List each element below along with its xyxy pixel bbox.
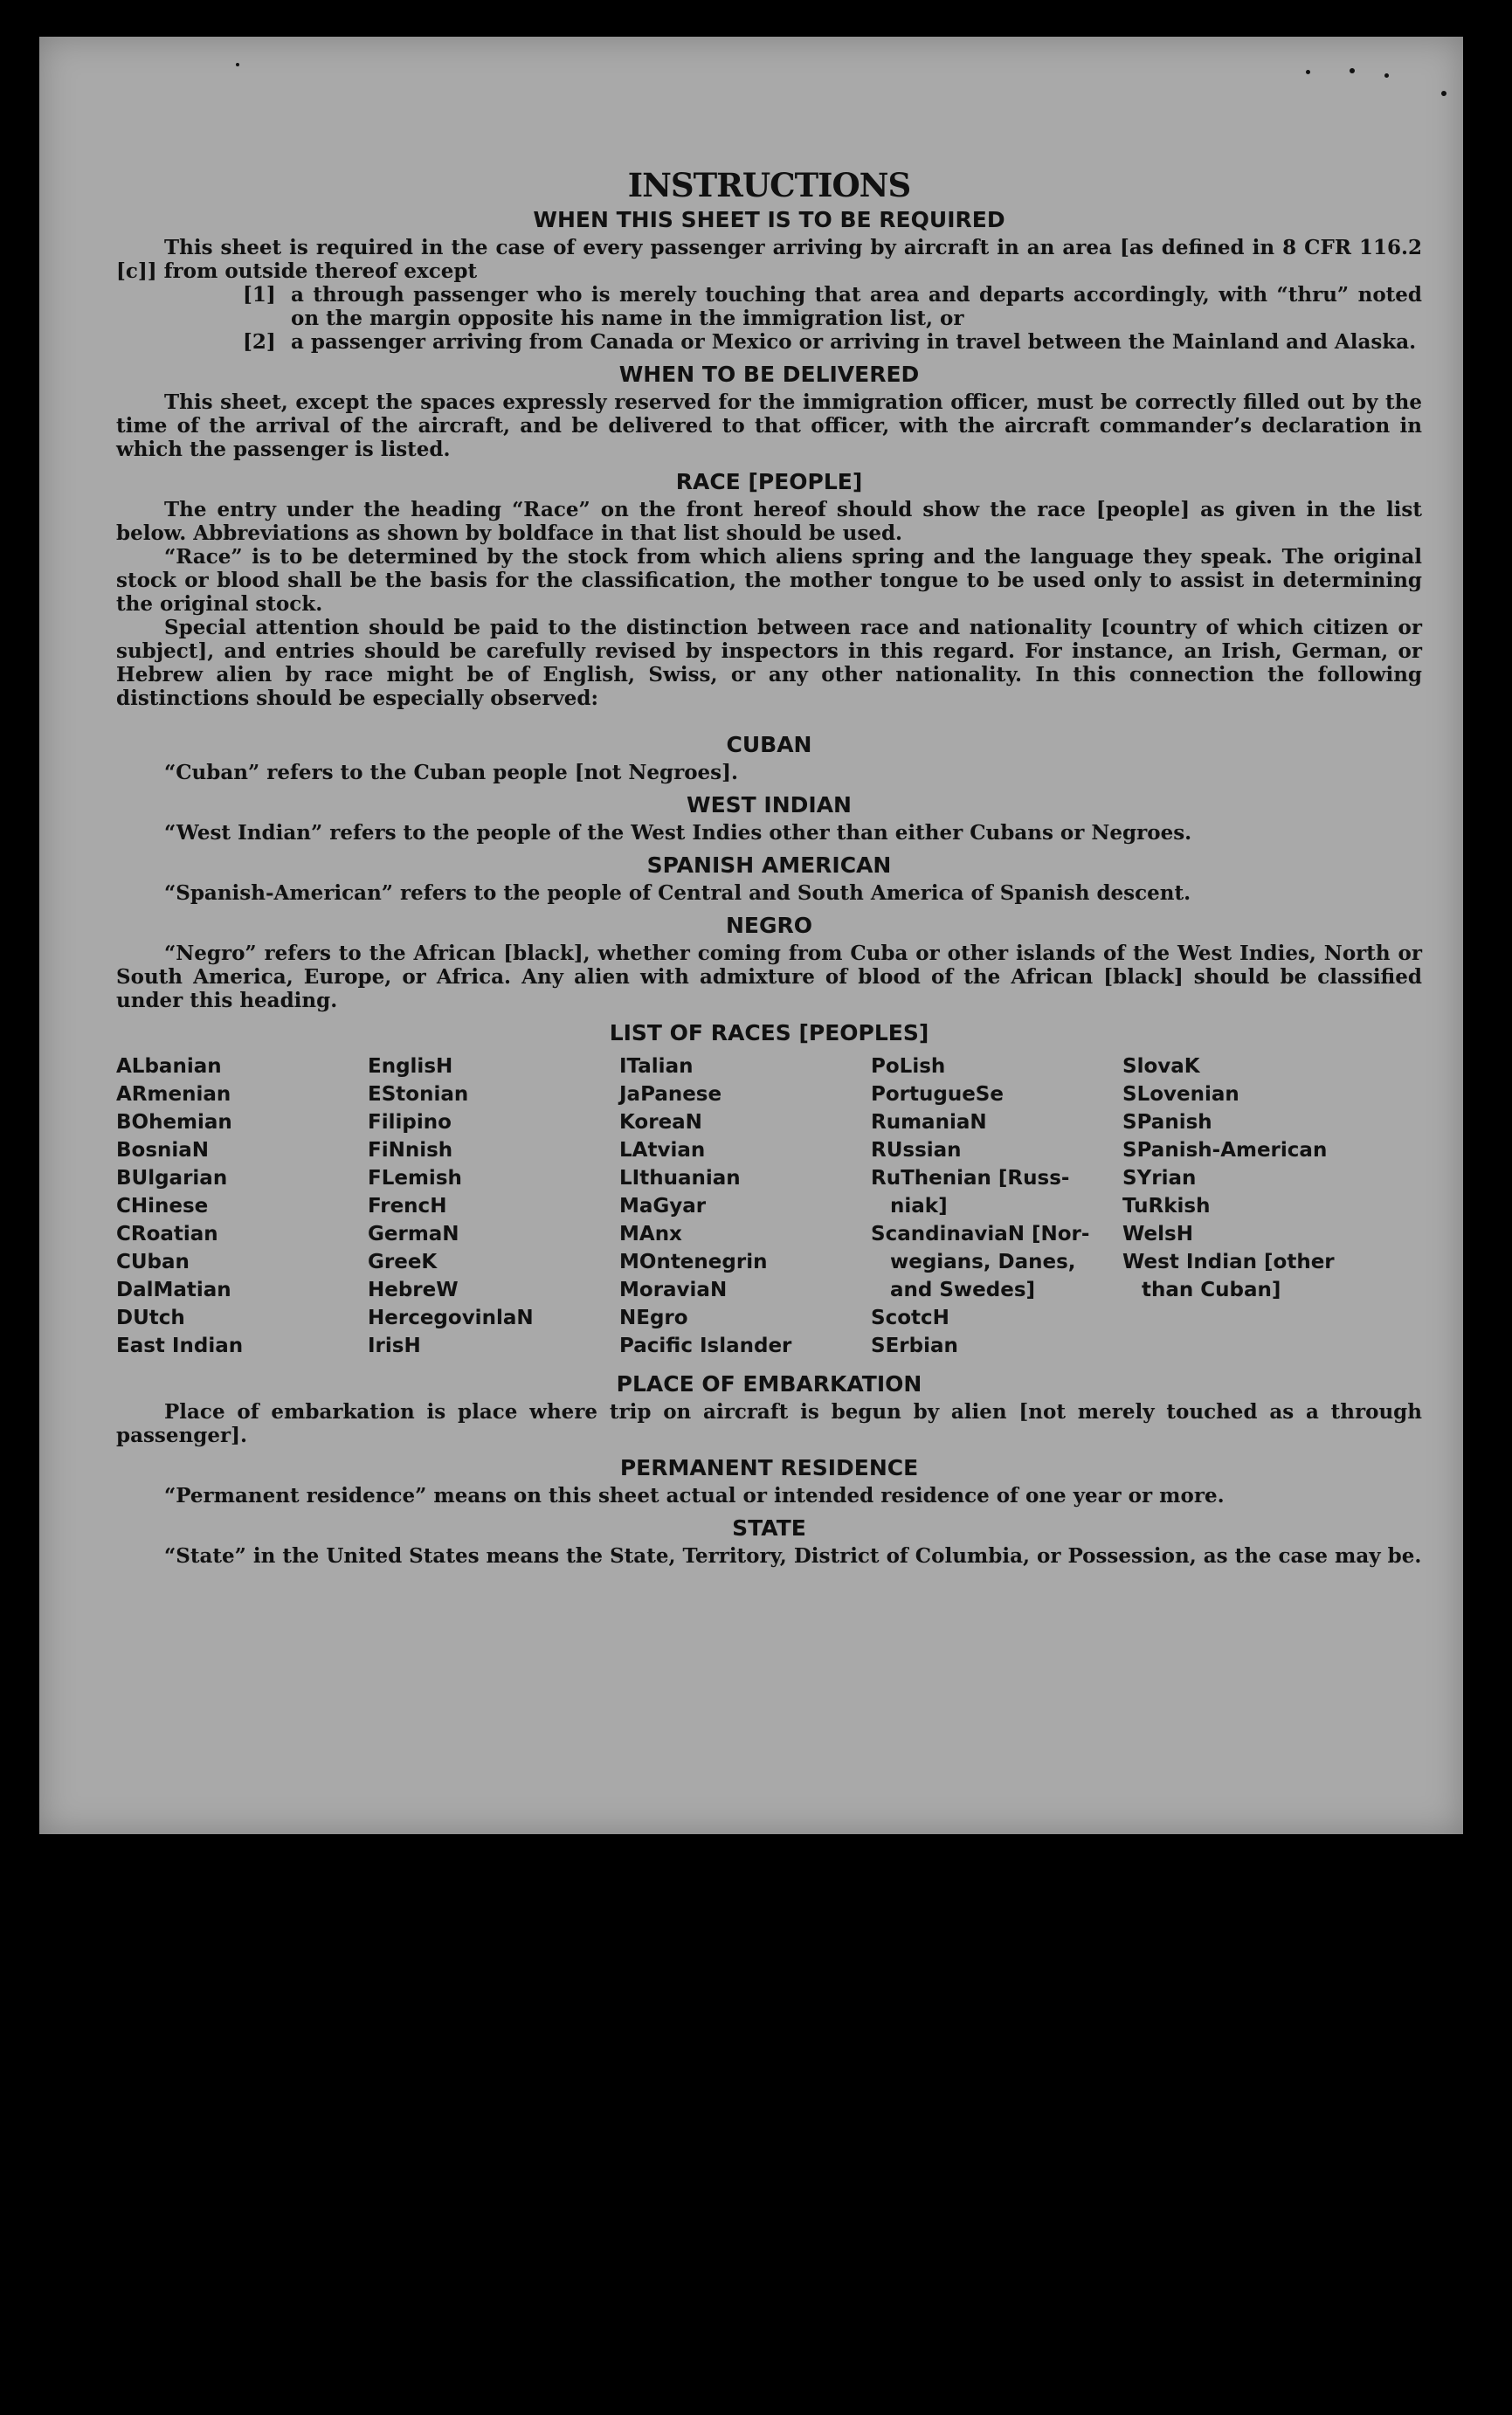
race-entry: SYrian [1122, 1167, 1197, 1190]
race-entry: MOntenegrin [619, 1251, 768, 1273]
place-of-embarkation-text: Place of embarkation is place where trip on aircraft is begun by alien [not merely touched as a through passenger]. [116, 1400, 1422, 1447]
race-entry: PortugueSe [871, 1083, 1004, 1106]
race-entry: ScotcH [871, 1307, 949, 1329]
race-entry: EnglisH [368, 1055, 453, 1078]
race-entry: DUtch [116, 1307, 185, 1329]
item-number: [2] [243, 330, 276, 354]
section-heading-when-delivered: WHEN TO BE DELIVERED [618, 362, 920, 387]
races-column-1 [116, 1052, 368, 1360]
race-entry: LIthuanian [619, 1167, 741, 1190]
races-list [116, 1052, 1422, 1360]
spanish-american-text: “Spanish-American” refers to the people of Central and South America of Spanish descent. [164, 881, 1191, 905]
race-entry: KoreaN [619, 1111, 702, 1134]
races-column-3 [619, 1052, 871, 1360]
race-entry-continued: than Cuban] [1142, 1279, 1281, 1301]
race-entry: SlovaK [1122, 1055, 1200, 1078]
section-heading-spanish-american: SPANISH AMERICAN [646, 852, 892, 878]
section-heading-permanent-residence: PERMANENT RESIDENCE [619, 1455, 919, 1480]
race-paragraph-3: Special attention should be paid to the distinction between race and nationality [country of which citizen or subject], and entries should be carefully revised by inspectors in this regard. For instance, an Irish, German, or Hebrew alien by race might be of English, Swiss, or any other nationality. In this connection the following distinctions should be especially observed: [116, 616, 1422, 710]
race-entry: WelsH [1122, 1223, 1193, 1245]
exception-item-2 [116, 330, 1422, 354]
race-entry: FrencH [368, 1195, 447, 1218]
race-entry: SErbian [871, 1335, 958, 1357]
race-entry-continued: wegians, Danes, [890, 1251, 1076, 1273]
race-entry-continued: and Swedes] [890, 1279, 1036, 1301]
race-entry: SPanish [1122, 1111, 1212, 1134]
race-entry: DalMatian [116, 1279, 231, 1301]
negro-text: “Negro” refers to the African [black], whether coming from Cuba or other islands of the West Indies, North or South America, Europe, or Africa. Any alien with admixture of blood of the African [black] should be classified under this heading. [116, 942, 1422, 1012]
race-entry: SLovenian [1122, 1083, 1239, 1106]
page-title: INSTRUCTIONS [627, 166, 911, 204]
speck [236, 63, 239, 66]
section-heading-when-required: WHEN THIS SHEET IS TO BE REQUIRED [533, 207, 1005, 232]
speck [1384, 73, 1389, 78]
races-column-4 [871, 1052, 1122, 1360]
race-entry: Filipino [368, 1111, 452, 1134]
race-entry: NEgro [619, 1307, 688, 1329]
races-column-5 [1122, 1052, 1374, 1360]
race-entry: CUban [116, 1251, 190, 1273]
section-heading-race: RACE [PEOPLE] [675, 469, 863, 494]
document-sheet [39, 37, 1463, 1834]
speck [1306, 70, 1310, 74]
speck [1441, 91, 1446, 96]
race-entry: FiNnish [368, 1139, 453, 1162]
race-entry: BUlgarian [116, 1167, 228, 1190]
item-number: [1] [243, 283, 276, 307]
race-paragraph-2: “Race” is to be determined by the stock from which aliens spring and the language they speak. The original stock or blood shall be the basis for the classification, the mother tongue to be used only to assist in determining the original stock. [116, 545, 1422, 616]
cuban-text: “Cuban” refers to the Cuban people [not Negroes]. [164, 761, 739, 784]
race-entry: MAnx [619, 1223, 682, 1245]
section-heading-negro: NEGRO [725, 913, 813, 938]
race-entry: RUssian [871, 1139, 962, 1162]
section-heading-cuban: CUBAN [726, 732, 812, 757]
race-entry: HercegovinlaN [368, 1307, 534, 1329]
item-text: a passenger arriving from Canada or Mexico or arriving in travel between the Mainland and Alaska. [291, 330, 1417, 354]
race-entry-continued: niak] [890, 1195, 948, 1218]
race-entry: JaPanese [619, 1083, 722, 1106]
race-entry: BosniaN [116, 1139, 210, 1162]
race-entry: ScandinaviaN [Nor- [871, 1223, 1090, 1245]
races-column-2 [368, 1052, 619, 1360]
race-entry: BOhemian [116, 1111, 232, 1134]
state-text: “State” in the United States means the State, Territory, District of Columbia, or Possession, as the case may be. [164, 1544, 1422, 1568]
race-entry: East Indian [116, 1335, 244, 1357]
section-heading-list-of-races: LIST OF RACES [PEOPLES] [609, 1020, 929, 1045]
race-entry: GreeK [368, 1251, 438, 1273]
race-entry: RumaniaN [871, 1111, 987, 1134]
race-entry: EStonian [368, 1083, 469, 1106]
item-text: a through passenger who is merely touching that area and departs accordingly, with “thru” noted on the margin opposite his name in the immigration list, or [291, 283, 1422, 330]
speck [1350, 68, 1355, 73]
race-entry: TuRkish [1122, 1195, 1211, 1218]
race-entry: FLemish [368, 1167, 462, 1190]
race-entry: SPanish-American [1122, 1139, 1328, 1162]
instructions-content [116, 131, 1422, 1568]
race-entry: RuThenian [Russ- [871, 1167, 1070, 1190]
race-entry: MaGyar [619, 1195, 707, 1218]
section-heading-state: STATE [732, 1515, 806, 1541]
exception-item-1 [116, 283, 1422, 330]
race-entry: ALbanian [116, 1055, 222, 1078]
section-heading-west-indian: WEST INDIAN [687, 792, 852, 818]
permanent-residence-text: “Permanent residence” means on this sheet actual or intended residence of one year or more. [164, 1484, 1225, 1508]
race-entry: Pacific Islander [619, 1335, 792, 1357]
race-entry: GermaN [368, 1223, 459, 1245]
race-entry: PoLish [871, 1055, 946, 1078]
when-delivered-text: This sheet, except the spaces expressly reserved for the immigration officer, must be correctly filled out by the time of the arrival of the aircraft, and be delivered to that officer, with the aircraft commander’s declaration in which the passenger is listed. [116, 390, 1422, 461]
when-required-intro: This sheet is required in the case of every passenger arriving by aircraft in an area [as defined in 8 CFR 116.2 [c]] from outside thereof except [116, 236, 1422, 283]
race-paragraph-1: The entry under the heading “Race” on the front hereof should show the race [people] as given in the list below. Abbreviations as shown by boldface in that list should be used. [116, 498, 1422, 545]
race-entry: ITalian [619, 1055, 694, 1078]
race-entry: CRoatian [116, 1223, 218, 1245]
race-entry: MoraviaN [619, 1279, 728, 1301]
race-entry: ARmenian [116, 1083, 231, 1106]
race-entry: West Indian [other [1122, 1251, 1335, 1273]
race-entry: CHinese [116, 1195, 209, 1218]
section-heading-place-of-embarkation: PLACE OF EMBARKATION [616, 1371, 922, 1397]
race-entry: IrisH [368, 1335, 421, 1357]
west-indian-text: “West Indian” refers to the people of the West Indies other than either Cubans or Negroes. [164, 821, 1192, 845]
race-entry: HebreW [368, 1279, 459, 1301]
race-entry: LAtvian [619, 1139, 706, 1162]
